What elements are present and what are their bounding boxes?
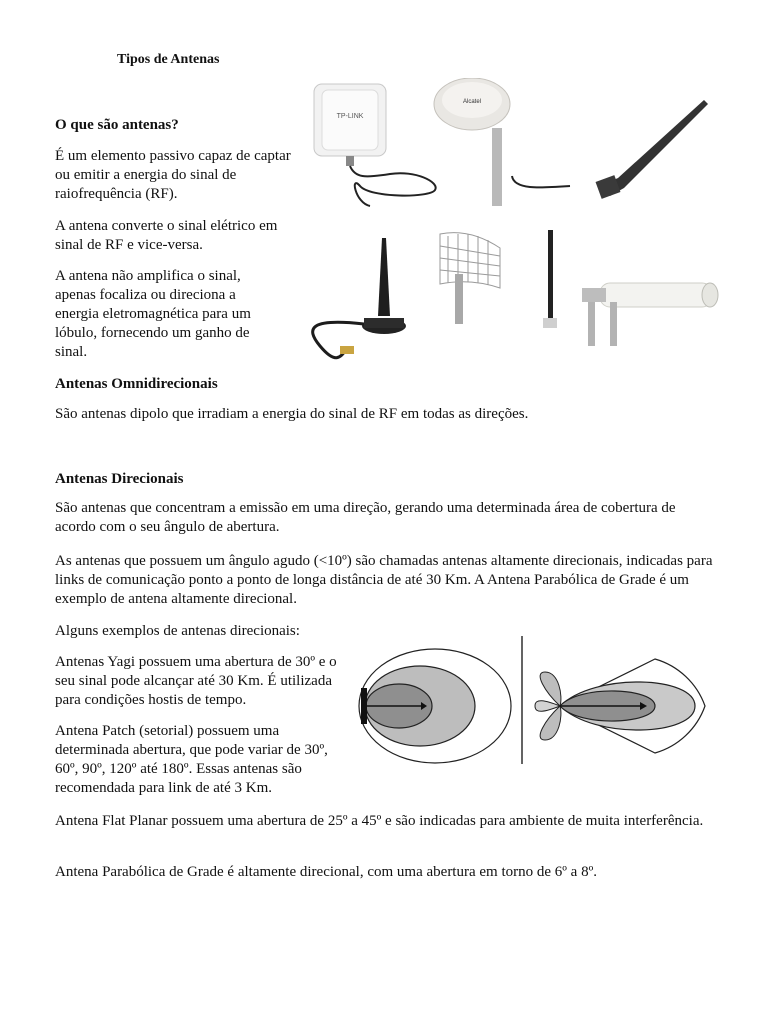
paragraph-directional-intro: São antenas que concentram a emissão em uma direção, gerando uma determinada área de cobertura de acordo com o seu ângulo de abertura. — [55, 500, 676, 535]
yagi-antenna-photo — [582, 283, 718, 346]
heading-omnidirectional: Antenas Omnidirecionais — [55, 376, 218, 392]
antenna-photos-collage — [300, 78, 725, 368]
panel-brand-label: TP-LINK — [336, 113, 364, 120]
paragraph-highly-directional: As antenas que possuem um ângulo agudo (<10º) são chamadas antenas altamente direcionais, indicadas para links de comunicação ponto a ponto de longa distância de até 30 Km. A Antena Parabólica de Grade é um exemplo de antena altamente direcional. — [55, 553, 713, 607]
svg-text:Alcatel: Alcatel — [462, 99, 482, 105]
paragraph-examples: Alguns exemplos de antenas direcionais: — [55, 623, 300, 639]
paragraph-yagi: Antenas Yagi possuem uma abertura de 30º e o seu sinal pode alcançar até 30 Km. É utilizada para condições hostis de tempo. — [55, 654, 337, 708]
grid-parabolic-antenna-photo — [440, 233, 500, 324]
page-title: Tipos de Antenas — [117, 52, 220, 67]
paragraph-omnidirectional: São antenas dipolo que irradiam a energia do sinal de RF em todas as direções. — [55, 406, 529, 422]
paragraph-grid-parabolic: Antena Parabólica de Grade é altamente direcional, com uma abertura em torno de 6º a 8º. — [55, 864, 597, 880]
paragraph-conversion: A antena converte o sinal elétrico em sinal de RF e vice-versa. — [55, 218, 278, 253]
magnetic-base-antenna-photo — [313, 238, 406, 358]
paragraph-no-amplification: A antena não amplifica o sinal, apenas focaliza ou direciona a energia eletromagnética para um lóbulo, fornecendo um ganho de sinal. — [55, 268, 251, 360]
heading-directional: Antenas Direcionais — [55, 471, 184, 487]
radiation-pattern-diagram — [355, 632, 725, 767]
directional-pattern-right — [535, 659, 705, 753]
rubber-duck-antenna-photo — [596, 100, 708, 199]
heading-what-are-antennas: O que são antenas? — [55, 117, 179, 133]
round-antenna-photo — [434, 78, 570, 206]
paragraph-patch: Antena Patch (setorial) possuem uma determinada abertura, que pode variar de 30º, 60º, 90º, 120º até 180º. Essas antenas são recomendada para link de até 3 Km. — [55, 723, 328, 796]
panel-antenna-photo — [314, 84, 436, 206]
omni-fiberglass-antenna-photo — [543, 230, 557, 328]
paragraph-definition: É um elemento passivo capaz de captar ou emitir a energia do sinal de raiofrequência (RF). — [55, 148, 291, 202]
directional-pattern-left — [359, 649, 511, 763]
paragraph-flat-planar: Antena Flat Planar possuem uma abertura de 25º a 45º e são indicadas para ambiente de muita interferência. — [55, 813, 704, 829]
